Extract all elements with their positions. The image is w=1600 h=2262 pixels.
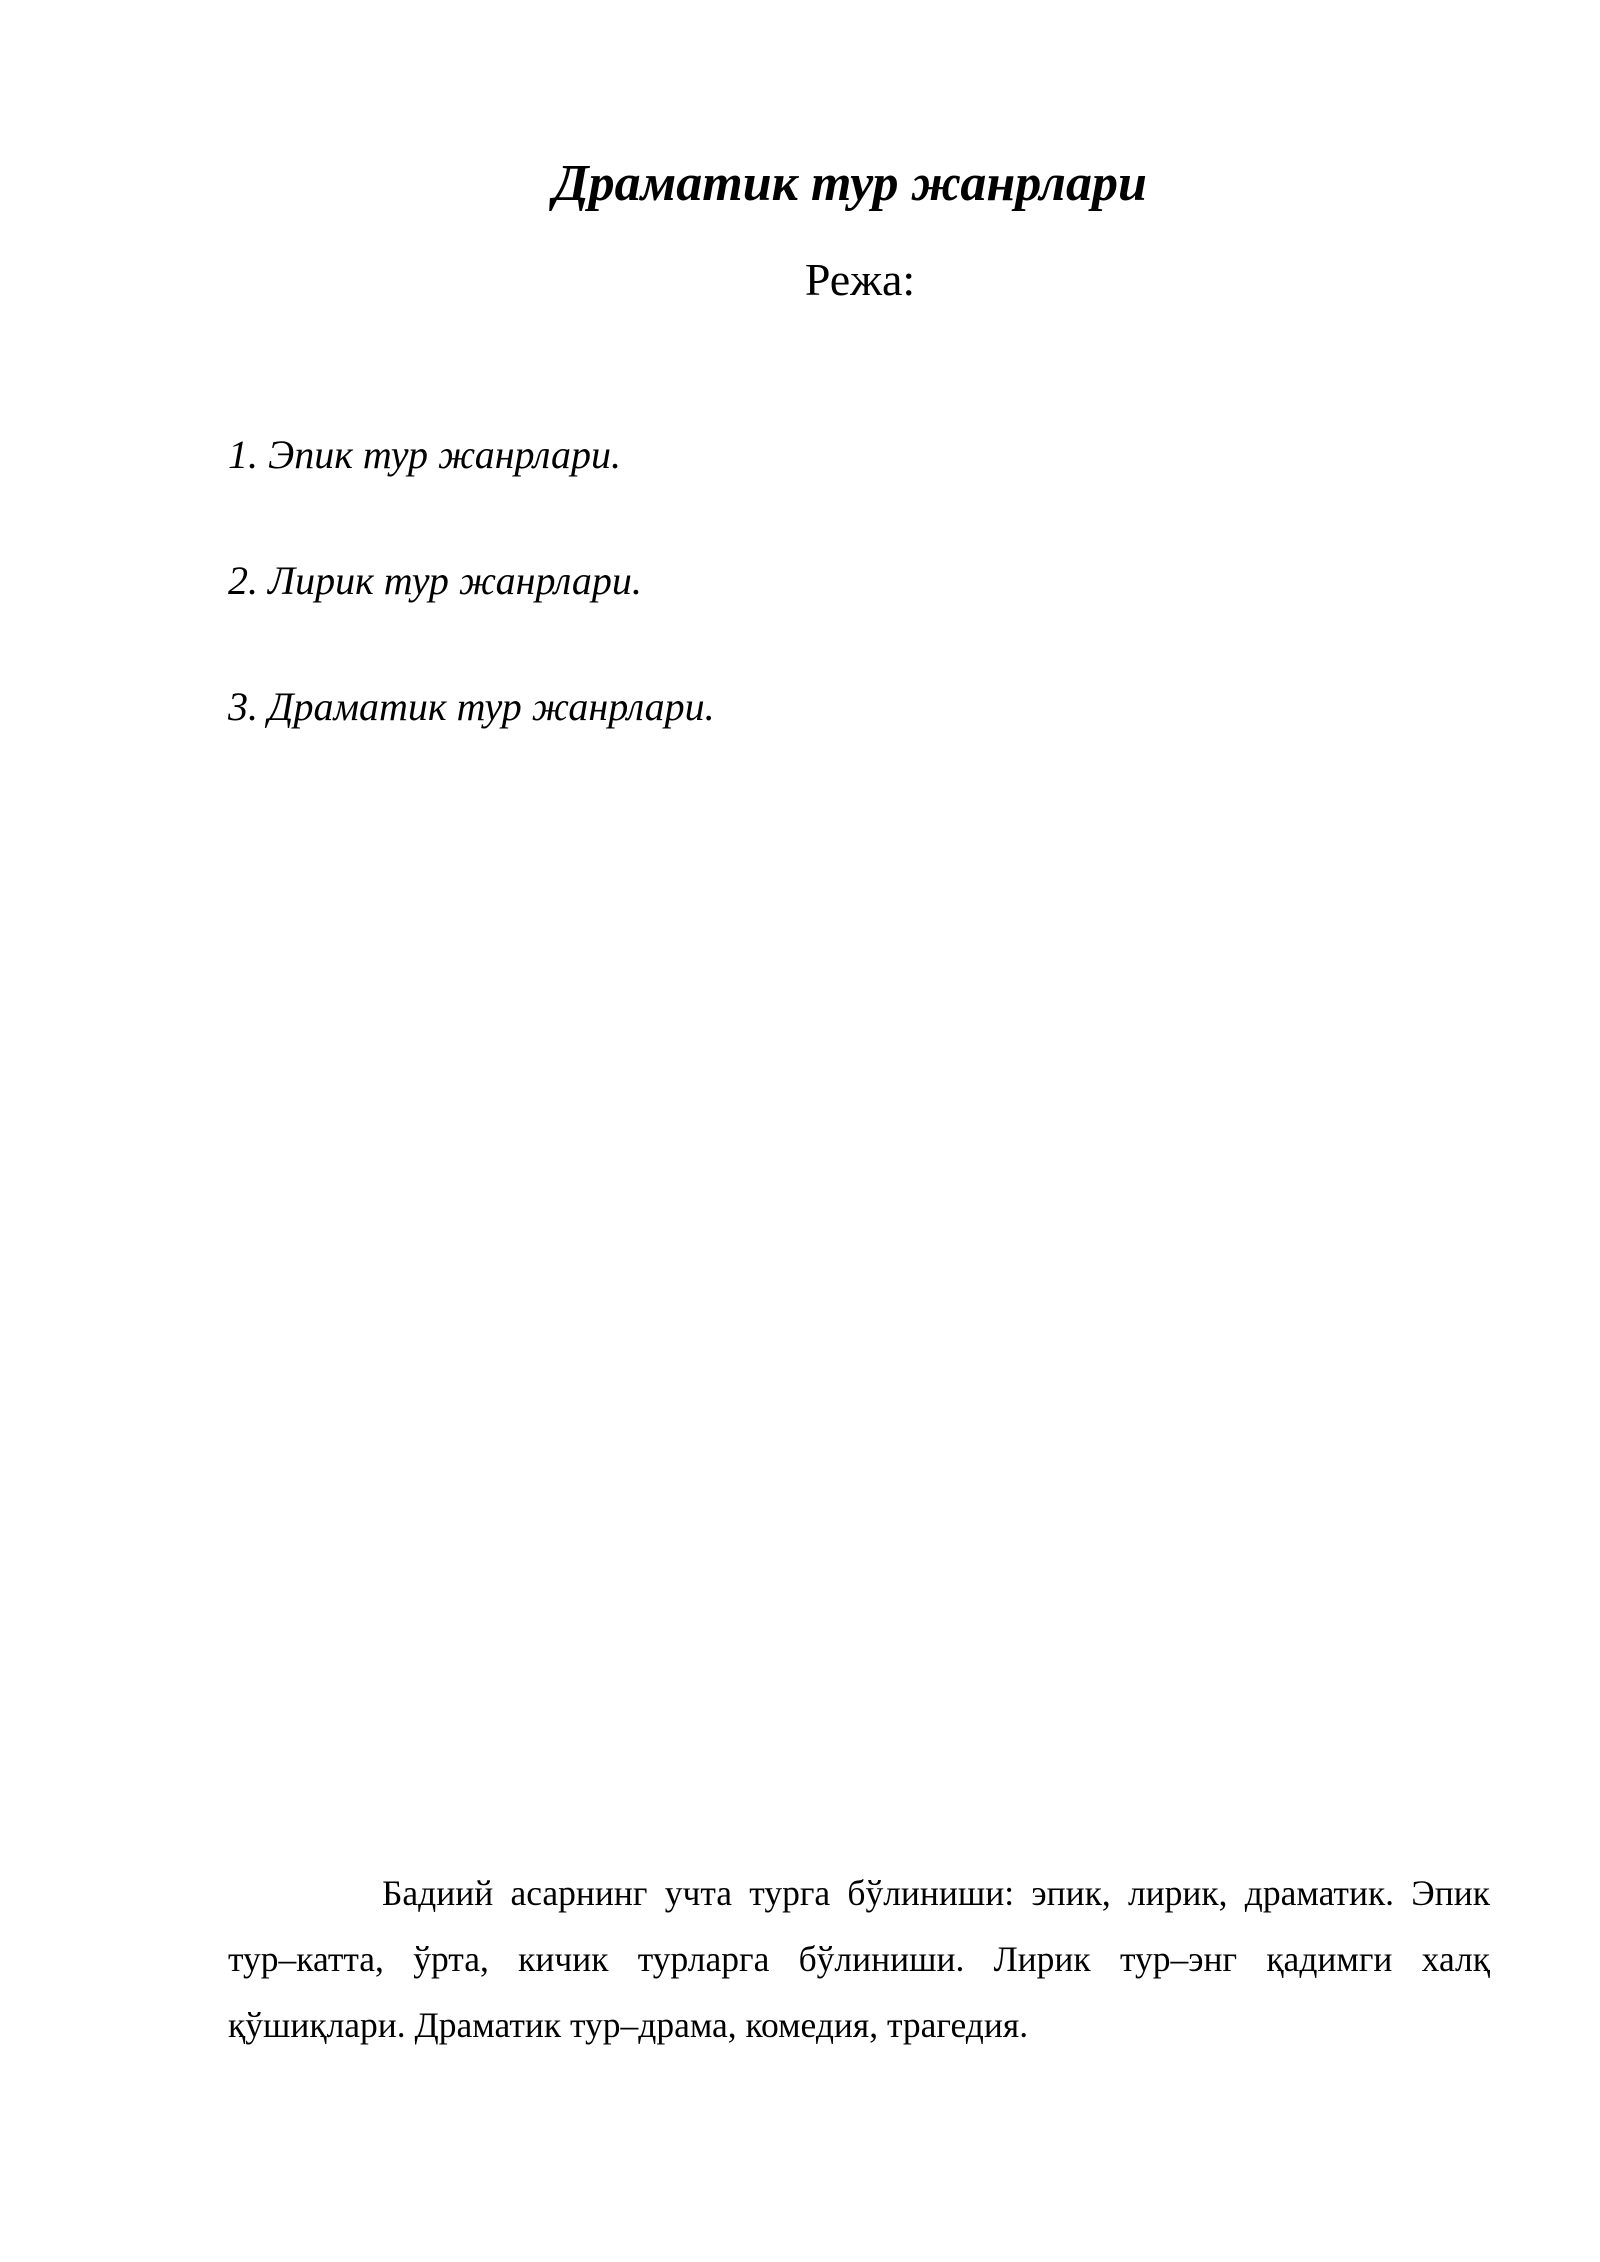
body-paragraph: Бадиий асарнинг учта турга бўлиниши: эпик, лирик, драматик. Эпик тур–катта, ўрта, кичик турларга бўлиниши. Лирик тур–энг қадимги халқ қўшиқлари. Драматик тур–драма, комедия, трагедия. bbox=[228, 1873, 1490, 2045]
plan-item-3: 3. Драматик тур жанрлари. bbox=[228, 684, 715, 729]
document-title: Драматик тур жанрлари bbox=[553, 155, 1147, 212]
plan-heading: Режа: bbox=[804, 254, 916, 305]
plan-item-1: 1. Эпик тур жанрлари. bbox=[228, 432, 621, 477]
plan-list bbox=[228, 430, 715, 808]
plan-item-2: 2. Лирик тур жанрлари. bbox=[228, 558, 642, 603]
